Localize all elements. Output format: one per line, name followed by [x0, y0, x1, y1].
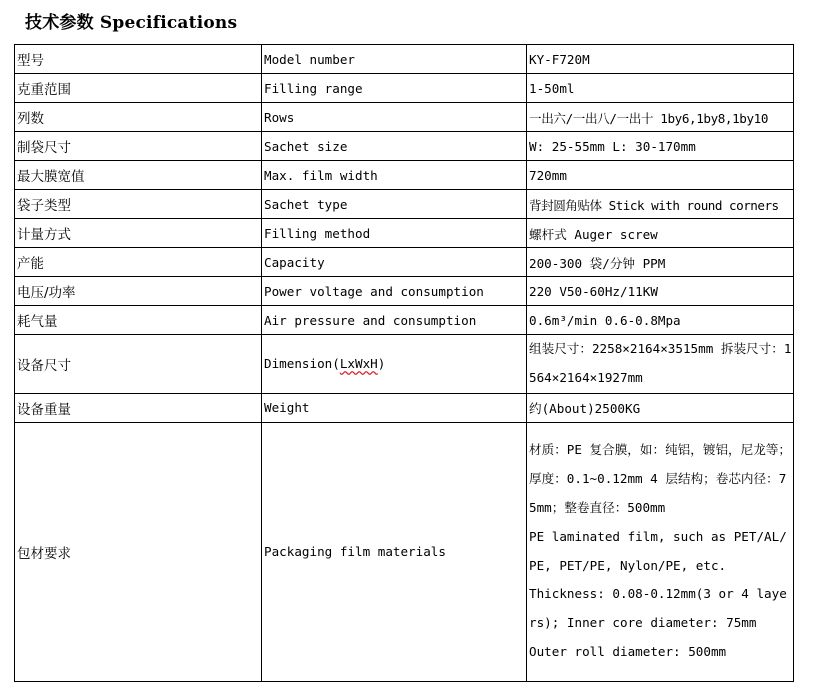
table-row [15, 277, 794, 306]
cell-cn: 计量方式 [15, 219, 262, 248]
cell-value: 0.6m³/min 0.6-0.8Mpa [527, 306, 794, 335]
cell-value: W: 25-55mm L: 30-170mm [527, 132, 794, 161]
page-title: 技术参数 Specifications [25, 13, 238, 33]
table-row [15, 132, 794, 161]
film-roll-diameter-line: Outer roll diameter: 500mm [529, 643, 727, 659]
cell-en: Max. film width [262, 161, 527, 190]
cell-en [262, 335, 527, 394]
cell-en: Filling method [262, 219, 527, 248]
table-row [15, 248, 794, 277]
film-material-en-line: PE laminated film, such as PET/AL/PE, PET/PE, Nylon/PE, etc. [529, 528, 787, 573]
table-row [15, 335, 794, 394]
cell-value: 约(About)2500KG [527, 393, 794, 422]
cell-value: 一出六/一出八/一出十 1by6,1by8,1by10 [527, 103, 794, 132]
table-row [15, 103, 794, 132]
cell-cn: 设备重量 [15, 393, 262, 422]
table-row [15, 45, 794, 74]
cell-value [527, 422, 794, 681]
cell-cn: 最大膜宽值 [15, 161, 262, 190]
film-thickness-line: 厚度：0.1~0.12mm 4 层结构；卷芯内径：75mm；整卷直径：500mm [529, 471, 787, 515]
cell-en: Weight [262, 393, 527, 422]
cell-cn: 设备尺寸 [15, 335, 262, 394]
dimension-suffix: ) [377, 356, 386, 372]
cell-value: 720mm [527, 161, 794, 190]
cell-en: Capacity [262, 248, 527, 277]
cell-en: Power voltage and consumption [262, 277, 527, 306]
table-row [15, 393, 794, 422]
table-row [15, 422, 794, 681]
dimension-abbrev: LxWxH [339, 356, 378, 372]
cell-en: Model number [262, 45, 527, 74]
cell-en: Packaging film materials [262, 422, 527, 681]
cell-value: 220 V50-60Hz/11KW [527, 277, 794, 306]
cell-cn: 克重范围 [15, 74, 262, 103]
table-row [15, 74, 794, 103]
dimension-prefix: Dimension( [264, 356, 340, 372]
film-thickness-en-line: Thickness: 0.08-0.12mm(3 or 4 layers); Inner core diameter: 75mm [529, 586, 787, 631]
table-row [15, 190, 794, 219]
cell-en: Sachet size [262, 132, 527, 161]
cell-cn: 耗气量 [15, 306, 262, 335]
cell-cn: 电压/功率 [15, 277, 262, 306]
cell-value: 1-50ml [527, 74, 794, 103]
cell-value: 背封圆角贴体 Stick with round corners [527, 190, 794, 219]
spec-table [14, 44, 794, 682]
table-row [15, 161, 794, 190]
cell-value: 200-300 袋/分钟 PPM [527, 248, 794, 277]
cell-en: Air pressure and consumption [262, 306, 527, 335]
cell-cn: 产能 [15, 248, 262, 277]
cell-value: KY-F720M [527, 45, 794, 74]
cell-cn: 型号 [15, 45, 262, 74]
film-material-line: 材质：PE 复合膜，如：纯铝，镀铝，尼龙等； [529, 442, 792, 458]
table-row [15, 219, 794, 248]
cell-cn: 包材要求 [15, 422, 262, 681]
cell-cn: 列数 [15, 103, 262, 132]
cell-value: 螺杆式 Auger screw [527, 219, 794, 248]
cell-en: Sachet type [262, 190, 527, 219]
cell-cn: 制袋尺寸 [15, 132, 262, 161]
cell-en: Rows [262, 103, 527, 132]
cell-value: 组装尺寸：2258×2164×3515mm 拆装尺寸：1564×2164×1927mm [527, 335, 794, 394]
cell-cn: 袋子类型 [15, 190, 262, 219]
table-row [15, 306, 794, 335]
cell-en: Filling range [262, 74, 527, 103]
